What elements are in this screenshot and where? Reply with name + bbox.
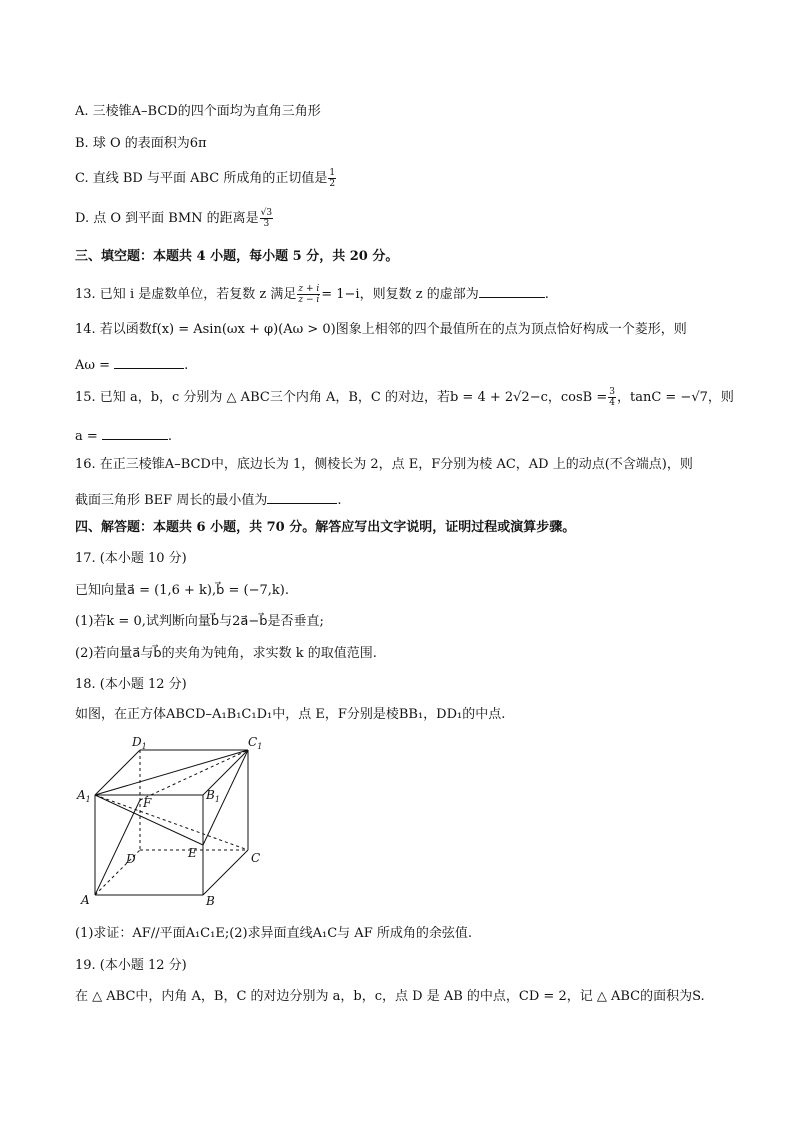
- answer-blank-14[interactable]: [114, 354, 184, 369]
- hidden-edge-a1c: [95, 795, 248, 850]
- question-13: [75, 283, 549, 305]
- question-13-suffix: = 1−i，则复数 z 的虚部为: [321, 287, 479, 302]
- question-16-line1: 16. 在正三棱锥A–BCD中，底边长为 1，侧棱长为 2，点 E，F分别为棱 AC，AD 上的动点(不含端点)，则: [75, 457, 693, 472]
- option-a: A. 三棱锥A–BCD的四个面均为直角三角形: [75, 104, 321, 119]
- question-13-prefix: 13. 已知 i 是虚数单位，若复数 z 满足: [75, 287, 297, 302]
- label-f: F: [143, 796, 152, 810]
- label-c: C: [251, 851, 261, 865]
- option-c-text: C. 直线 BD 与平面 ABC 所成角的正切值是: [75, 171, 328, 186]
- option-d-fraction: [260, 208, 273, 229]
- question-15-line2: [75, 425, 172, 446]
- label-d: D: [126, 852, 136, 866]
- label-d1: $D_1$: [132, 735, 147, 751]
- question-15-end: .: [167, 429, 173, 444]
- label-b: B: [206, 894, 215, 905]
- question-14-line1: 14. 若以函数f(x) = Asin(ωx + φ)(Aω > 0)图象上相邻的四个最值所在的点为顶点恰好构成一个菱形，则: [75, 322, 687, 337]
- question-14-end: .: [184, 358, 189, 373]
- question-15-prefix: 15. 已知 a，b，c 分别为 △ ABC三个内角 A，B，C 的对边，若b = 4 + 2√2−c，cosB =: [75, 390, 608, 405]
- option-d: [75, 208, 274, 229]
- label-a1: $A_1$: [77, 788, 91, 804]
- answer-blank-13[interactable]: [479, 283, 545, 298]
- fraction-numerator: z + i: [298, 284, 320, 294]
- question-13-end: .: [544, 287, 549, 302]
- label-c1: $C_1$: [248, 735, 263, 751]
- fraction-denominator: 2: [329, 179, 336, 189]
- option-d-text: D. 点 O 到平面 BMN 的距离是: [75, 211, 259, 226]
- fraction-denominator: 4: [609, 398, 615, 408]
- answer-blank-16[interactable]: [267, 489, 337, 504]
- label-e: E: [188, 846, 197, 860]
- question-18-parts: (1)求证：AF//平面A₁C₁E;(2)求异面直线A₁C与 AF 所成角的余弦值.: [75, 926, 472, 941]
- question-15-a-prefix: a =: [75, 429, 98, 444]
- question-15-line1: [75, 387, 734, 408]
- question-17-part2: (2)若向量a⃗与b⃗的夹角为钝角，求实数 k 的取值范围.: [75, 646, 377, 661]
- question-15-suffix: ，tanC = −√7，则: [616, 390, 734, 405]
- label-b1: $B_1$: [206, 788, 220, 804]
- question-16-prefix: 截面三角形 BEF 周长的最小值为: [75, 493, 268, 508]
- fraction-numerator: 1: [329, 168, 336, 178]
- question-18-given: 如图，在正方体ABCD–A₁B₁C₁D₁中，点 E，F分别是棱BB₁，DD₁的中点.: [75, 707, 506, 722]
- fraction-denominator: z − i: [298, 295, 320, 305]
- question-17-given: 已知向量a⃗ = (1,6 + k),b⃗ = (−7,k).: [75, 583, 289, 598]
- question-17-title: 17. (本小题 10 分): [75, 551, 187, 566]
- option-c-fraction: [328, 168, 336, 189]
- hidden-edge-fc1: [140, 750, 248, 800]
- edge-bc: [203, 850, 248, 895]
- question-16-end: .: [337, 493, 342, 508]
- cube-figure: [70, 735, 270, 905]
- section-heading-solutions: 四、解答题：本题共 6 小题，共 70 分。解答应写出文字说明，证明过程或演算步骤。: [75, 520, 576, 535]
- question-15-fraction: [608, 387, 616, 408]
- question-18-title: 18. (本小题 12 分): [75, 677, 187, 692]
- answer-blank-15[interactable]: [102, 425, 168, 440]
- edge-af: [95, 800, 140, 895]
- question-14-line2: [75, 354, 188, 375]
- question-19-given: 在 △ ABC中，内角 A，B，C 的对边分别为 a，b，c，点 D 是 AB 的中点，CD = 2，记 △ ABC的面积为S.: [75, 989, 705, 1004]
- question-17-part1: (1)若k = 0,试判断向量b⃗与2a⃗−b⃗是否垂直;: [75, 614, 324, 629]
- option-c: [75, 168, 337, 189]
- question-13-fraction: [297, 284, 320, 305]
- label-a: A: [81, 893, 90, 905]
- fraction-numerator: √3: [260, 208, 273, 218]
- question-16-line2: [75, 489, 341, 510]
- question-14-prefix: Aω =: [75, 358, 111, 373]
- fraction-numerator: 3: [609, 387, 615, 397]
- section-heading-fill-blank: 三、填空题：本题共 4 小题，每小题 5 分，共 20 分。: [75, 249, 399, 264]
- option-b: B. 球 O 的表面积为6π: [75, 136, 207, 151]
- fraction-denominator: 3: [263, 219, 270, 229]
- question-19-title: 19. (本小题 12 分): [75, 958, 187, 973]
